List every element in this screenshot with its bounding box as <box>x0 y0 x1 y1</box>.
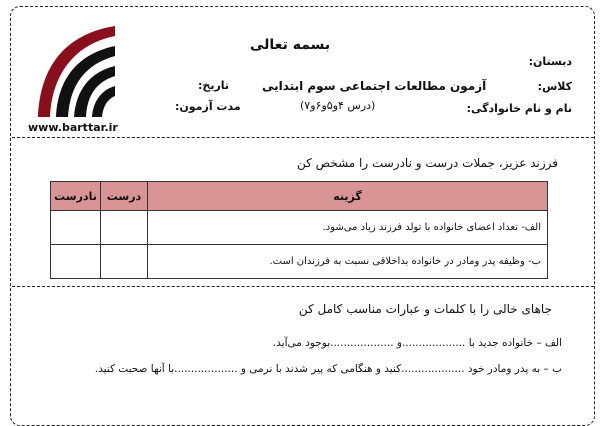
fill-blank-item: ب – به پدر ومادر خود ...................کنید و هنگامی که پیر شدند با نرمی و ...................با آنها صحبت کنید. <box>94 363 562 375</box>
question-text: الف- تعداد اعضای خانواده با تولد فرزند زیاد می‌شود. <box>148 211 548 245</box>
fill-blank-item: الف – خانواده جدید با ...................و ...................بوجود می‌آید. <box>272 337 562 349</box>
page-title: بسمه تعالی <box>250 37 331 53</box>
table-row <box>51 245 548 279</box>
false-answer-cell[interactable] <box>51 211 101 245</box>
question-text: ب- وظیفه پدر ومادر در خانواده بداخلاقی نسبت به فرزندان است. <box>148 245 548 279</box>
school-label: دبستان: <box>528 55 572 68</box>
true-answer-cell[interactable] <box>101 245 148 279</box>
column-true: درست <box>101 182 148 211</box>
true-answer-cell[interactable] <box>101 211 148 245</box>
website-url: www.barttar.ir <box>28 121 118 134</box>
duration-label: مدت آزمون: <box>175 100 241 113</box>
lesson-range: (درس ۴و۵و۶و۷) <box>300 99 376 112</box>
column-option: گزینه <box>148 182 548 211</box>
exam-title: آزمون مطالعات اجتماعی سوم ابتدایی <box>262 79 487 93</box>
column-false: نادرست <box>51 182 101 211</box>
section2-instruction: جاهای خالی را با کلمات و عبارات مناسب کامل کن <box>298 302 552 316</box>
barttar-logo <box>30 22 120 120</box>
class-label: کلاس: <box>537 80 572 93</box>
student-name-label: نام و نام خانوادگی: <box>466 102 572 115</box>
table-row <box>51 211 548 245</box>
false-answer-cell[interactable] <box>51 245 101 279</box>
header-divider <box>12 137 594 138</box>
true-false-table <box>50 181 548 279</box>
section1-instruction: فرزند عزیز، جملات درست و نادرست را مشخص کن <box>296 156 558 170</box>
table-header-row <box>51 182 548 211</box>
section-divider <box>12 286 594 287</box>
date-label: تاریخ: <box>198 79 230 92</box>
